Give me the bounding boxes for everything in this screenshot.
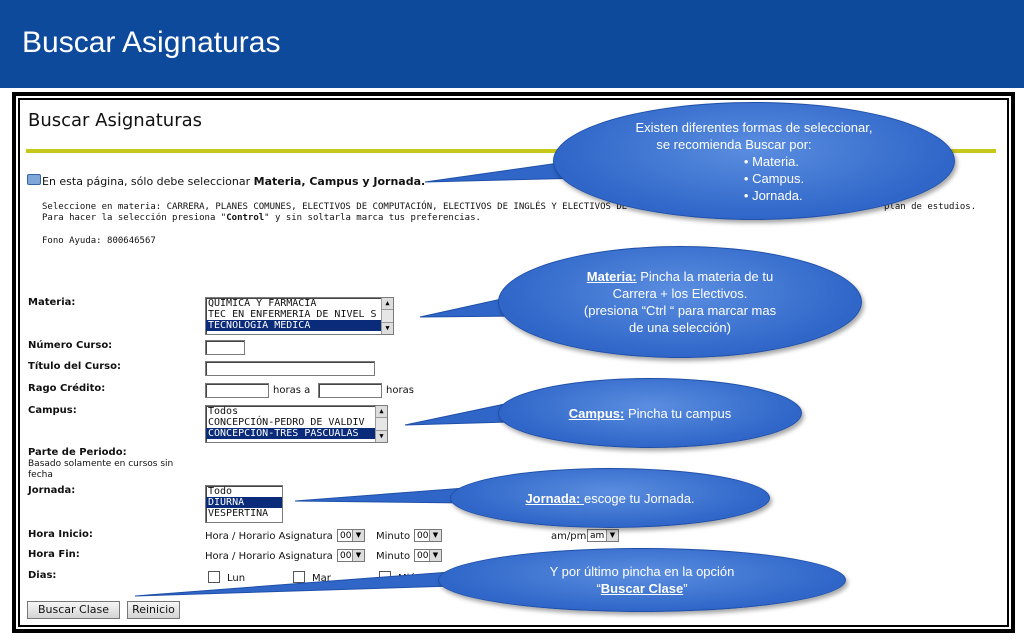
- page-heading: Buscar Asignaturas: [28, 110, 203, 131]
- hora-fin-label: Hora Fin:: [28, 549, 80, 560]
- minuto-text: Minuto: [376, 531, 411, 542]
- callout-intro-list: [744, 153, 804, 204]
- callout-jornada-text: escoge tu Jornada.: [583, 490, 695, 506]
- list-item[interactable]: Todo: [208, 486, 233, 497]
- callout-intro-line1: Existen diferentes formas de seleccionar,: [635, 119, 873, 135]
- pointer-buscar: [135, 572, 452, 596]
- instruction-bold: Materia, Campus y Jornada.: [253, 175, 426, 188]
- callout-intro: [553, 102, 955, 220]
- callout-jornada-line: [525, 490, 694, 507]
- scroll-up-icon[interactable]: ▲: [382, 298, 393, 310]
- ampm-value: am: [590, 531, 605, 541]
- jornada-label: Jornada:: [28, 485, 76, 496]
- scroll-down-icon[interactable]: ▼: [376, 430, 387, 442]
- scroll-down-icon[interactable]: ▼: [382, 322, 393, 334]
- reinicio-button[interactable]: Reinicio: [127, 601, 180, 619]
- minute-value: 00: [417, 531, 429, 541]
- day-label: Mar: [312, 573, 331, 584]
- numero-curso-label: Número Curso:: [28, 340, 113, 351]
- callout-campus-line: [569, 405, 732, 422]
- chevron-down-icon[interactable]: ▼: [429, 550, 441, 561]
- materia-help-line: Seleccione en materia: CARRERA, PLANES COMUNES, ELECTIVOS DE COMPUTACIÓN, ELECTIVOS DE INGLÉS Y ELECTIVOS DE: [42, 202, 628, 212]
- callout-materia: [498, 246, 862, 358]
- instruction-prefix: En esta página, sólo debe seleccionar: [42, 175, 254, 188]
- campus-label: Campus:: [28, 405, 77, 416]
- minuto-text: Minuto: [376, 551, 411, 562]
- callout-campus: [498, 378, 802, 448]
- list-item[interactable]: Todos: [208, 406, 239, 417]
- list-item-selected[interactable]: TECNOLOGIA MEDICA: [206, 320, 393, 331]
- list-item[interactable]: TEC EN ENFERMERIA DE NIVEL S: [208, 309, 377, 320]
- minute-value: 00: [417, 551, 429, 561]
- hour-value: 00: [340, 531, 352, 541]
- chevron-down-icon[interactable]: ▼: [352, 530, 364, 541]
- hora-inicio-label: Hora Inicio:: [28, 529, 93, 540]
- materia-help-line-end: plan de estudios.: [884, 202, 977, 212]
- list-item: • Jornada.: [743, 187, 803, 203]
- callout-campus-title: Campus:: [568, 405, 625, 421]
- help-phone: Fono Ayuda: 800646567: [42, 236, 156, 246]
- ampm-text: am/pm: [551, 531, 587, 542]
- buscar-clase-button[interactable]: Buscar Clase: [27, 601, 120, 619]
- horas-text: horas: [386, 385, 414, 396]
- callout-buscar-bold: Buscar Clase: [600, 581, 684, 596]
- chevron-down-icon[interactable]: ▼: [606, 530, 618, 541]
- callout-item-text: Jornada.: [752, 187, 803, 203]
- scroll-up-icon[interactable]: ▲: [376, 406, 387, 418]
- list-item: • Materia.: [743, 153, 800, 169]
- callout-buscar-line2: [596, 580, 687, 597]
- list-item: • Campus.: [743, 170, 805, 186]
- callout-materia-title: Materia:: [586, 269, 637, 284]
- chevron-down-icon[interactable]: ▼: [429, 530, 441, 541]
- horario-text: Hora / Horario Asignatura: [205, 551, 333, 562]
- list-item[interactable]: QUIMICA Y FARMACIA: [208, 298, 317, 309]
- callout-materia-line3: (presiona “Ctrl “ para marcar mas: [583, 303, 777, 318]
- callout-buscar: [438, 548, 846, 612]
- periodo-note-2: fecha: [28, 470, 53, 480]
- callout-materia-line2: Carrera + los Electivos.: [612, 286, 748, 301]
- quote-close: ”: [683, 581, 688, 596]
- control-help-prefix: Para hacer la selección presiona ": [42, 213, 227, 223]
- horas-a-text: horas a: [273, 385, 311, 396]
- horario-text: Hora / Horario Asignatura: [205, 531, 333, 542]
- pointer-jornada: [295, 488, 468, 503]
- quote-open: “: [596, 581, 601, 596]
- callout-buscar-line1: Y por último pincha en la opción: [549, 564, 735, 579]
- periodo-label: Parte de Periodo:: [28, 447, 127, 458]
- list-item[interactable]: VESPERTINA: [208, 508, 269, 519]
- hour-value: 00: [340, 551, 352, 561]
- control-help-suffix: " y sin soltarla marca tus preferencias.: [264, 213, 481, 223]
- callout-materia-line4: de una selección): [629, 320, 731, 335]
- rango-credito-label: Rago Crédito:: [28, 383, 106, 394]
- list-item[interactable]: CONCEPCIÓN-PEDRO DE VALDIV: [208, 417, 365, 428]
- pointer-campus: [405, 404, 510, 425]
- callout-jornada: [450, 468, 770, 528]
- periodo-note-1: Basado solamente en cursos sin: [28, 459, 174, 469]
- callout-campus-text: Pincha tu campus: [624, 405, 732, 421]
- chevron-down-icon[interactable]: ▼: [352, 550, 364, 561]
- callout-item-text: Materia.: [752, 153, 800, 169]
- day-label: Lun: [227, 573, 246, 584]
- callout-item-text: Campus.: [752, 170, 805, 186]
- dias-label: Dias:: [28, 570, 57, 581]
- list-item-selected[interactable]: DIURNA: [206, 497, 282, 508]
- titulo-curso-label: Título del Curso:: [28, 361, 121, 372]
- control-help-bold: Control: [226, 213, 265, 223]
- callout-materia-text: Pincha la materia de tu: [636, 269, 774, 284]
- callout-materia-line1: [587, 268, 773, 285]
- callout-intro-line2: se recomienda Buscar por:: [656, 136, 812, 152]
- slide-title: Buscar Asignaturas: [22, 26, 281, 59]
- materia-label: Materia:: [28, 297, 76, 308]
- callout-jornada-title: Jornada:: [525, 490, 584, 506]
- list-item-selected[interactable]: CONCEPCIÓN-TRES PASCUALAS: [206, 428, 387, 439]
